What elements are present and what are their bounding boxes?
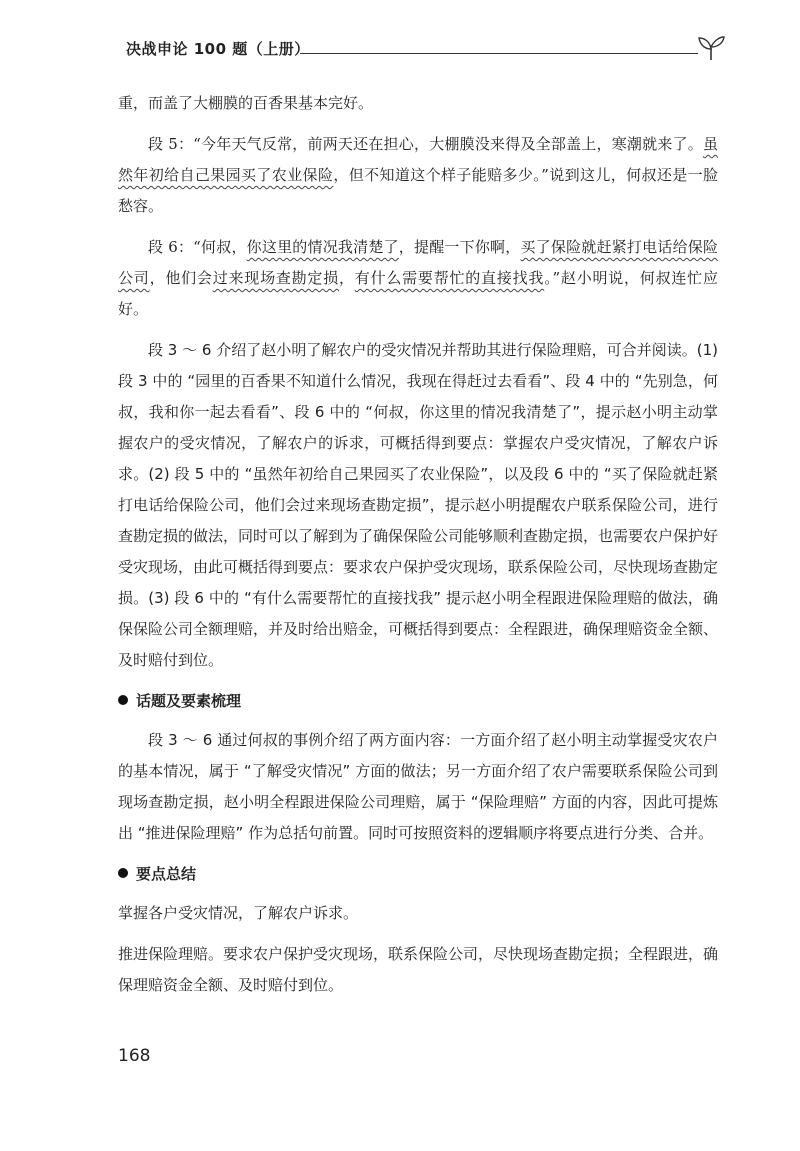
topic-heading-text: 话题及要素梳理 [136, 692, 242, 710]
topic-heading [118, 686, 718, 717]
bullet-icon [118, 868, 128, 878]
body-text [118, 88, 718, 1011]
paragraph-segment-6 [118, 232, 718, 325]
bullet-icon [118, 695, 128, 705]
paragraph-segment-5 [118, 129, 718, 222]
summary-point-1: 掌握各户受灾情况，了解农户诉求。 [118, 904, 359, 922]
paragraph-text: 重，而盖了大棚膜的百香果基本完好。 [118, 94, 374, 112]
header-rule [300, 53, 698, 54]
page-number: 168 [118, 1046, 151, 1066]
quote-text: ，他们会 [149, 269, 213, 287]
quote-text: 段 6：“何叔， [148, 238, 247, 256]
analysis-paragraph: 段 3 ～ 6 介绍了赵小明了解农户的受灾情况并帮助其进行保险理赔，可合并阅读。(1) 段 3 中的 “园里的百香果不知道什么情况，我现在得赶过去看看”、段 4 中的 “先别急，何叔，我和你一起去看看”、段 6 中的 “何叔，你这里的情况我清楚了”，提示赵小明主动掌握农户的受灾情况，了解农户的诉求，可概括得到要点：掌握农户受灾情况，了解农户诉求。(2) 段 5 中的 “虽然年初给自己果园买了农业保险”，以及段 6 中的 “买了保险就赶紧打电话给保险公司，他们会过来现场查勘定损”，提示赵小明提醒农户联系保险公司，进行查勘定损的做法，同时可以了解到为了确保保险公司能够顺利查勘定损，也需要农户保护好受灾现场，由此可概括得到要点：要求农户保护受灾现场，联系保险公司，尽快现场查勘定损。(3) 段 6 中的 “有什么需要帮忙的直接找我” 提示赵小明全程跟进保险理赔的做法，确保保险公司全额理赔，并及时给出赔金，可概括得到要点：全程跟进，确保理赔资金全额、及时赔付到位。 [118, 341, 719, 669]
summary-heading [118, 859, 718, 890]
running-header: 决战申论 100 题（上册） [126, 40, 310, 58]
quote-text: 段 5：“今年天气反常，前两天还在担心，大棚膜没来得及全部盖上，寒潮就来了。 [148, 135, 703, 153]
topic-paragraph: 段 3 ～ 6 通过何叔的事例介绍了两方面内容：一方面介绍了赵小明主动掌握受灾农户的基本情况，属于 “了解受灾情况” 方面的做法；另一方面介绍了农户需要联系保险公司到现场查勘定损，赵小明全程跟进保险公司理赔，属于 “保险理赔” 方面的内容，因此可提炼出 “推进保险理赔” 作为总括句前置。同时可按照资料的逻辑顺序将要点进行分类、合并。 [118, 731, 718, 842]
quote-text: ， [338, 269, 355, 287]
quote-text: 。”赵小明说，何叔连忙应好。 [118, 269, 718, 318]
sprout-icon [696, 34, 726, 62]
underlined-phrase: 你这里的情况我清楚了 [246, 238, 399, 256]
underlined-phrase: 有什么需要帮忙的直接找我 [354, 269, 545, 287]
quote-text: ，但不知道这个样子能赔多少。”说到这儿，何叔还是一脸愁容。 [118, 166, 718, 215]
underlined-phrase: 买了保险就赶紧打电话给保险公司 [118, 238, 718, 287]
quote-text: ，提醒一下你啊， [398, 238, 521, 256]
summary-point-2: 推进保险理赔。要求农户保护受灾现场，联系保险公司，尽快现场查勘定损；全程跟进，确保理赔资金全额、及时赔付到位。 [118, 945, 719, 994]
underlined-phrase: 过来现场查勘定损 [212, 269, 339, 287]
summary-heading-text: 要点总结 [136, 865, 197, 883]
underlined-phrase: 虽然年初给自己果园买了农业保险 [118, 135, 718, 184]
paragraph-continued [118, 88, 718, 119]
